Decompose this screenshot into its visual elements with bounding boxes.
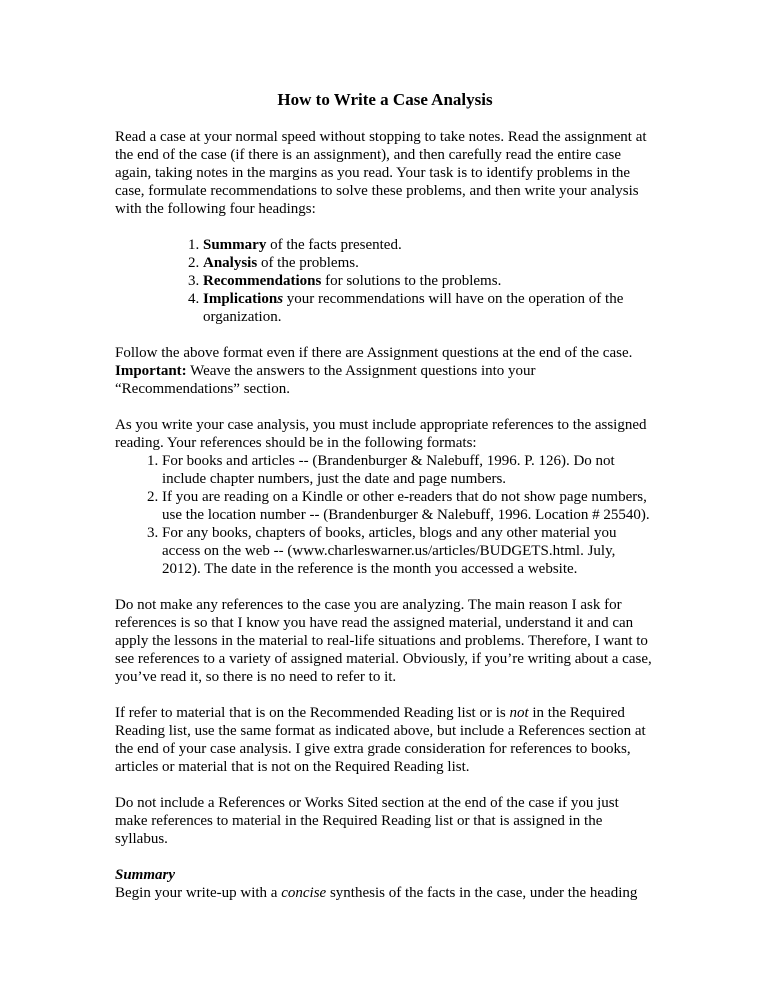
no-references-section-paragraph: Do not include a References or Works Sited section at the end of the case if you just make references to material in the Required Reading list or that is assigned in the syllabus. (115, 795, 619, 847)
reference-formats-list (141, 452, 655, 578)
list-item-summary: 1. Summary of the facts presented. (203, 236, 655, 254)
list-item-web-material: 3. For any books, chapters of books, articles, blogs and any other material you access on the web -- (www.charleswarner.us/articles/BUDGETS.html. July, 2012). The date in the reference is the month you accessed a website. (162, 524, 655, 578)
summary-section-heading: Summary (115, 867, 176, 883)
four-headings-list (181, 236, 655, 326)
document-title: How to Write a Case Analysis (277, 90, 493, 109)
list-item-books-and-articles: 1. For books and articles -- (Brandenburger & Nalebuff, 1996. P. 126). Do not include chapter numbers, just the date and page numbers. (162, 452, 655, 488)
list-item-kindle-ereaders: 2. If you are reading on a Kindle or other e-readers that do not show page numbers, use the location number -- (Brandenburger & Nalebuff, 1996. Location # 25540). (162, 488, 655, 524)
format-note-paragraph: Follow the above format even if there are Assignment questions at the end of the case. Important: Weave the answers to the Assignment questions into your “Recommendations” section. (115, 345, 633, 397)
list-item-implications: 4. Implications your recommendations will have on the operation of the organization. (203, 290, 655, 326)
no-case-references-paragraph: Do not make any references to the case you are analyzing. The main reason I ask for references is so that I know you have read the assigned material, understand it and can apply the lessons in the material to real-life situations and problems. Therefore, I want to see references to a variety of assigned material. Obviously, if you’re writing about a case, you’ve read it, so there is no need to refer to it. (115, 597, 652, 685)
recommended-reading-paragraph: If refer to material that is on the Recommended Reading list or is not in the Required Reading list, use the same format as indicated above, but include a References section at the end of your case analysis. I give extra grade consideration for references to books, articles or material that is not on the Required Reading list. (115, 705, 646, 775)
intro-paragraph: Read a case at your normal speed without stopping to take notes. Read the assignment at the end of the case (if there is an assignment), and then carefully read the entire case again, taking notes in the margins as you read. Your task is to identify problems in the case, formulate recommendations to solve these problems, and then write your analysis with the following four headings: (115, 129, 647, 217)
summary-intro-paragraph: Begin your write-up with a concise synthesis of the facts in the case, under the heading (115, 885, 638, 901)
references-intro-paragraph: As you write your case analysis, you must include appropriate references to the assigned reading. Your references should be in the following formats: (115, 417, 647, 451)
list-item-analysis: 2. Analysis of the problems. (203, 254, 655, 272)
list-item-recommendations: 3. Recommendations for solutions to the problems. (203, 272, 655, 290)
